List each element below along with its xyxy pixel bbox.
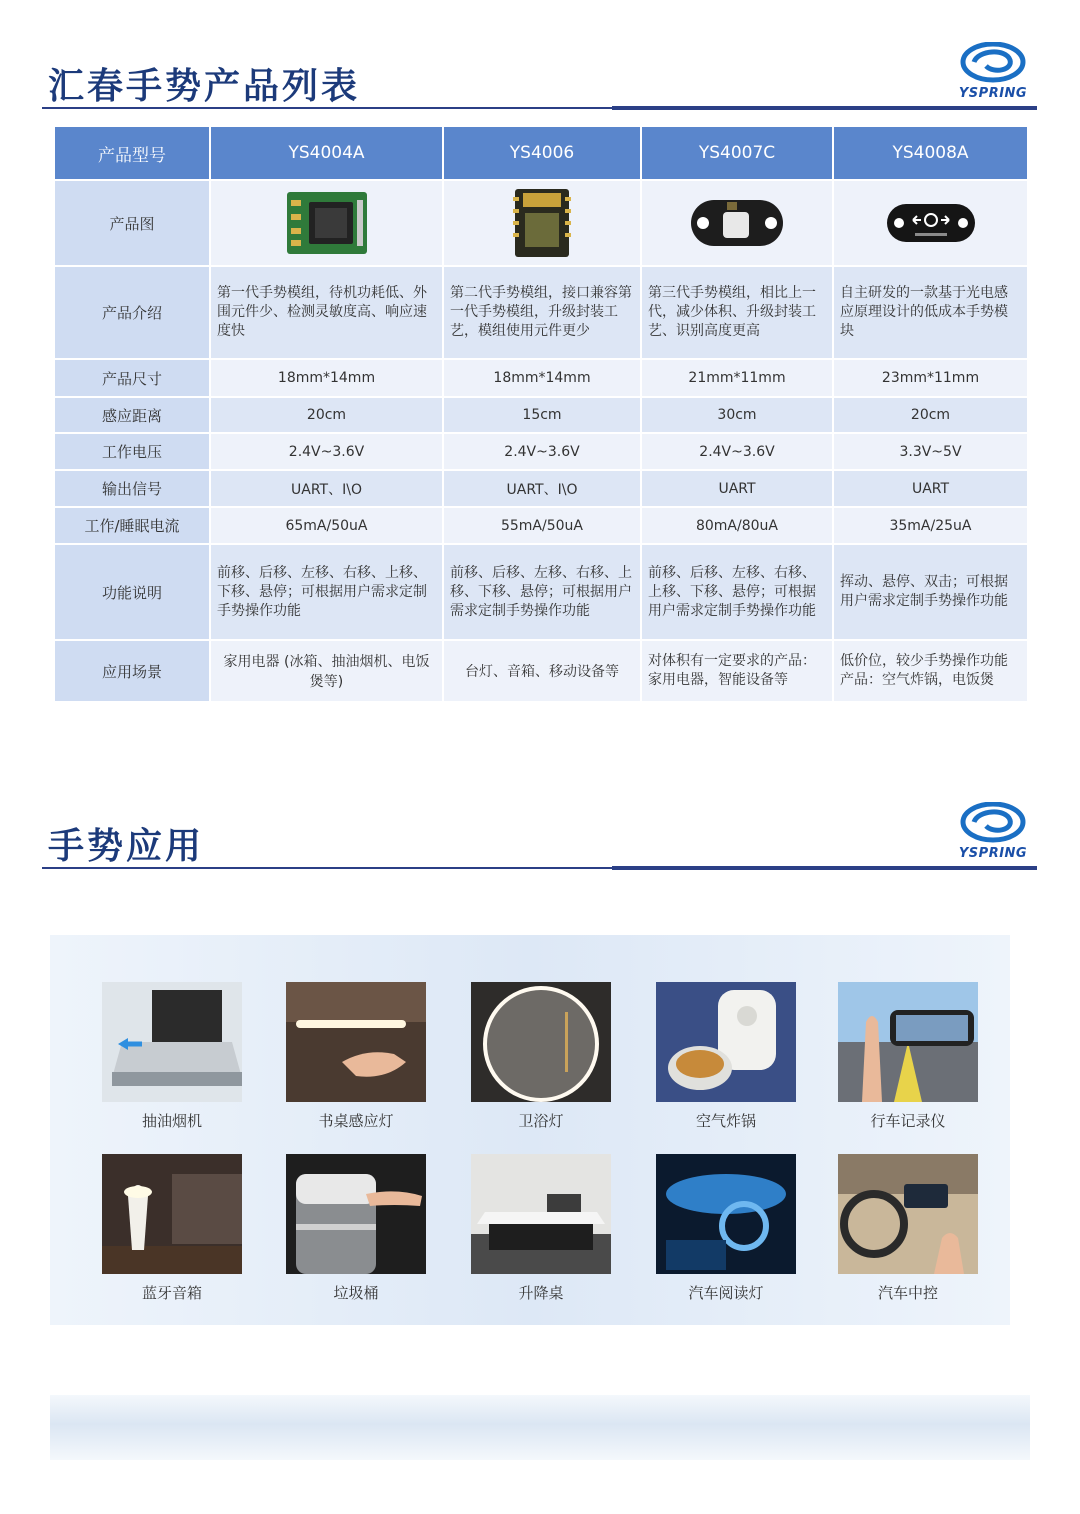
- table-cell: 前移、后移、左移、右移、上移、下移、悬停；可根据用户需求定制手势操作功能: [443, 544, 641, 640]
- page-title: 汇春手势产品列表: [48, 66, 361, 107]
- trash-bin-photo-icon: [286, 1154, 426, 1274]
- table-cell: 35mA/25uA: [833, 507, 1028, 544]
- product-image-ys4008a: [833, 180, 1028, 266]
- table-row-size: [54, 359, 1028, 397]
- app-item-car-reading-light: [656, 1154, 796, 1303]
- row-label: 工作/睡眠电流: [54, 507, 210, 544]
- header-cell-model: YS4008A: [833, 126, 1028, 180]
- bluetooth-speaker-photo-icon: [102, 1154, 242, 1274]
- table-cell: 前移、后移、左移、右移、上移、下移、悬停；可根据用户需求定制手势操作功能: [210, 544, 443, 640]
- app-label: 蓝牙音箱: [141, 1284, 202, 1302]
- row-label: 产品尺寸: [54, 359, 210, 397]
- table-row-intro: [54, 266, 1028, 359]
- header-cell-model: YS4007C: [641, 126, 833, 180]
- product-image-ys4006: [443, 180, 641, 266]
- header-cell-model: YS4006: [443, 126, 641, 180]
- table-cell: 台灯、音箱、移动设备等: [443, 640, 641, 702]
- row-label: 感应距离: [54, 397, 210, 433]
- app-item-car-console: [838, 1154, 978, 1303]
- table-cell: 第一代手势模组，待机功耗低、外围元件少、检测灵敏度高、响应速度快: [210, 266, 443, 359]
- table-cell: 3.3V~5V: [833, 433, 1028, 470]
- app-label: 垃圾桶: [333, 1284, 379, 1302]
- ys4008a-module-icon: [885, 200, 977, 246]
- table-cell: 20cm: [210, 397, 443, 433]
- logo-text: YSPRING: [958, 86, 1028, 101]
- section-title-applications: 手势应用: [48, 826, 205, 867]
- table-cell: 低价位，较少手势操作功能产品：空气炸锅，电饭煲: [833, 640, 1028, 702]
- table-cell: 2.4V~3.6V: [210, 433, 443, 470]
- app-item-range-hood: [102, 982, 242, 1131]
- ys4007c-module-icon: [689, 196, 785, 250]
- table-cell: 挥动、悬停、双击；可根据用户需求定制手势操作功能: [833, 544, 1028, 640]
- app-item-bath-light: [471, 982, 611, 1131]
- table-cell: 2.4V~3.6V: [443, 433, 641, 470]
- yspring-logo-icon: [960, 42, 1026, 86]
- car-reading-light-photo-icon: [656, 1154, 796, 1274]
- table-cell: 第二代手势模组，接口兼容第一代手势模组，升级封装工艺，模组使用元件更少: [443, 266, 641, 359]
- table-cell: 对体积有一定要求的产品：家用电器，智能设备等: [641, 640, 833, 702]
- table-cell: 自主研发的一款基于光电感应原理设计的低成本手势模块: [833, 266, 1028, 359]
- bathroom-mirror-photo-icon: [471, 982, 611, 1102]
- app-label: 行车记录仪: [870, 1112, 946, 1130]
- logo-text: YSPRING: [958, 846, 1028, 861]
- app-label: 抽油烟机: [141, 1112, 202, 1130]
- yspring-logo: [948, 802, 1038, 872]
- row-label: 输出信号: [54, 470, 210, 507]
- table-row-function: [54, 544, 1028, 640]
- table-cell: 21mm*11mm: [641, 359, 833, 397]
- app-label: 卫浴灯: [518, 1112, 564, 1130]
- table-row-images: [54, 180, 1028, 266]
- table-cell: 65mA/50uA: [210, 507, 443, 544]
- table-cell: 80mA/80uA: [641, 507, 833, 544]
- lift-table-photo-icon: [471, 1154, 611, 1274]
- table-row-output: [54, 470, 1028, 507]
- app-label: 升降桌: [518, 1284, 564, 1302]
- app-label: 书桌感应灯: [318, 1112, 394, 1130]
- yspring-logo: [948, 42, 1038, 112]
- row-label: 应用场景: [54, 640, 210, 702]
- product-image-ys4004a: [210, 180, 443, 266]
- table-cell: UART: [833, 470, 1028, 507]
- app-label: 空气炸锅: [695, 1112, 756, 1130]
- app-item-air-fryer: [656, 982, 796, 1131]
- row-label: 产品介绍: [54, 266, 210, 359]
- table-cell: UART、I\O: [210, 470, 443, 507]
- dashcam-photo-icon: [838, 982, 978, 1102]
- app-item-trash-bin: [286, 1154, 426, 1303]
- ys4006-module-icon: [513, 187, 571, 259]
- title-divider: [42, 107, 622, 109]
- table-cell: 15cm: [443, 397, 641, 433]
- table-cell: 18mm*14mm: [443, 359, 641, 397]
- title-divider: [42, 867, 622, 869]
- table-cell: 20cm: [833, 397, 1028, 433]
- table-cell: 18mm*14mm: [210, 359, 443, 397]
- app-label: 汽车中控: [877, 1284, 938, 1302]
- table-row-scenario: [54, 640, 1028, 702]
- table-header-row: [54, 126, 1028, 180]
- desk-lamp-photo-icon: [286, 982, 426, 1102]
- app-item-speaker: [102, 1154, 242, 1303]
- row-label: 功能说明: [54, 544, 210, 640]
- table-cell: 家用电器 (冰箱、抽油烟机、电饭煲等): [210, 640, 443, 702]
- app-label: 汽车阅读灯: [688, 1284, 764, 1302]
- row-label: 工作电压: [54, 433, 210, 470]
- table-cell: UART、I\O: [443, 470, 641, 507]
- table-cell: 23mm*11mm: [833, 359, 1028, 397]
- table-cell: 第三代手势模组，相比上一代，减少体积、升级封装工艺、识别高度更高: [641, 266, 833, 359]
- table-cell: UART: [641, 470, 833, 507]
- header-cell-label: 产品型号: [54, 126, 210, 180]
- row-label: 产品图: [54, 180, 210, 266]
- header-cell-model: YS4004A: [210, 126, 443, 180]
- air-fryer-photo-icon: [656, 982, 796, 1102]
- app-item-desk-lamp: [286, 982, 426, 1131]
- product-image-ys4007c: [641, 180, 833, 266]
- app-item-lift-table: [471, 1154, 611, 1303]
- table-row-distance: [54, 397, 1028, 433]
- app-item-dashcam: [838, 982, 978, 1131]
- table-cell: 2.4V~3.6V: [641, 433, 833, 470]
- table-cell: 前移、后移、左移、右移、上移、下移、悬停；可根据用户需求定制手势操作功能: [641, 544, 833, 640]
- car-console-photo-icon: [838, 1154, 978, 1274]
- decorative-footer-band: [50, 1395, 1030, 1460]
- product-spec-table: [53, 125, 1029, 703]
- range-hood-photo-icon: [102, 982, 242, 1102]
- yspring-logo-icon: [960, 802, 1026, 846]
- table-row-voltage: [54, 433, 1028, 470]
- ys4004a-module-icon: [285, 190, 369, 256]
- table-row-current: [54, 507, 1028, 544]
- table-cell: 30cm: [641, 397, 833, 433]
- table-cell: 55mA/50uA: [443, 507, 641, 544]
